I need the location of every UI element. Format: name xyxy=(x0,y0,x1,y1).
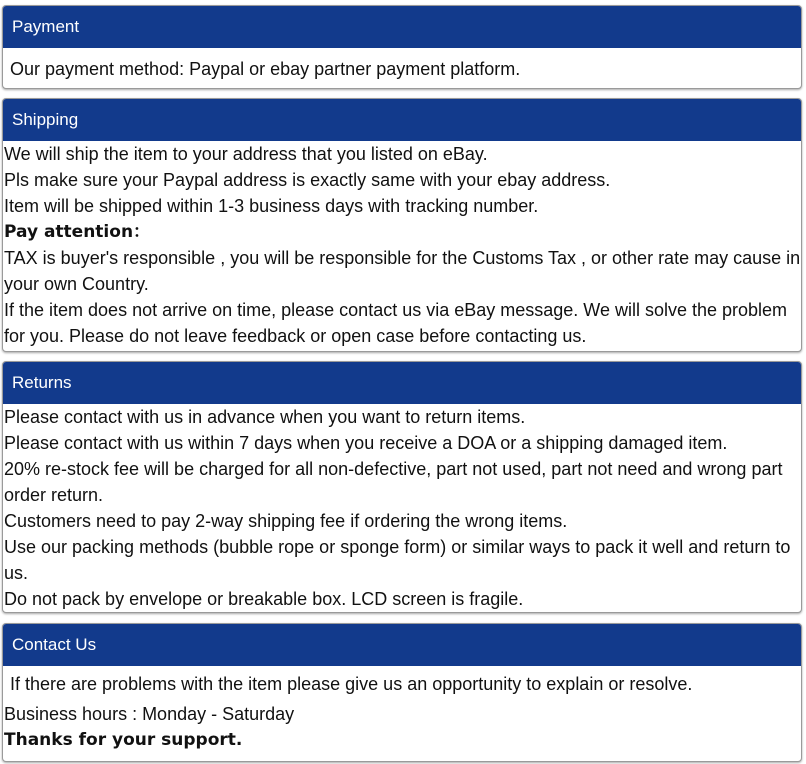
returns-line: Do not pack by envelope or breakable box. LCD screen is fragile. xyxy=(4,589,524,609)
shipping-body xyxy=(3,141,801,349)
pay-attention-heading: Pay attention： xyxy=(4,222,151,242)
arrival-notice-text: If the item does not arrive on time, please contact us via eBay message. We will solve the problem for you. Please do not leave feedback or open case before contacting us. xyxy=(4,300,788,346)
shipping-line: Pls make sure your Paypal address is exactly same with your ebay address. xyxy=(4,170,611,190)
contact-body xyxy=(3,666,801,753)
business-hours-text: Business hours : Monday - Saturday xyxy=(4,704,295,724)
payment-header: Payment xyxy=(3,6,801,48)
returns-body xyxy=(3,404,801,612)
contact-resolve-text: If there are problems with the item please give us an opportunity to explain or resolve. xyxy=(10,674,693,694)
returns-line: Please contact with us in advance when you want to return items. xyxy=(4,407,526,427)
returns-line: 20% re-stock fee will be charged for all non-defective, part not used, part not need and wrong part order return. xyxy=(4,459,783,505)
payment-panel xyxy=(2,5,802,89)
returns-line: Customers need to pay 2-way shipping fee if ordering the wrong items. xyxy=(4,511,568,531)
customs-tax-text: TAX is buyer's responsible , you will be responsible for the Customs Tax , or other rate may cause in your own Country. xyxy=(4,248,801,294)
payment-method-text: Our payment method: Paypal or ebay partner payment platform. xyxy=(10,59,521,79)
returns-line: Use our packing methods (bubble rope or sponge form) or similar ways to pack it well and return to us. xyxy=(4,537,791,583)
returns-header: Returns xyxy=(3,362,801,404)
shipping-line: Item will be shipped within 1-3 business days with tracking number. xyxy=(4,196,539,216)
shipping-header: Shipping xyxy=(3,99,801,141)
thanks-text: Thanks for your support. xyxy=(4,730,243,750)
returns-panel xyxy=(2,361,802,613)
shipping-panel xyxy=(2,98,802,352)
contact-panel xyxy=(2,623,802,762)
returns-line: Please contact with us within 7 days when you receive a DOA or a shipping damaged item. xyxy=(4,433,728,453)
shipping-line: We will ship the item to your address that you listed on eBay. xyxy=(4,144,488,164)
contact-header: Contact Us xyxy=(3,624,801,666)
payment-body xyxy=(3,48,801,82)
